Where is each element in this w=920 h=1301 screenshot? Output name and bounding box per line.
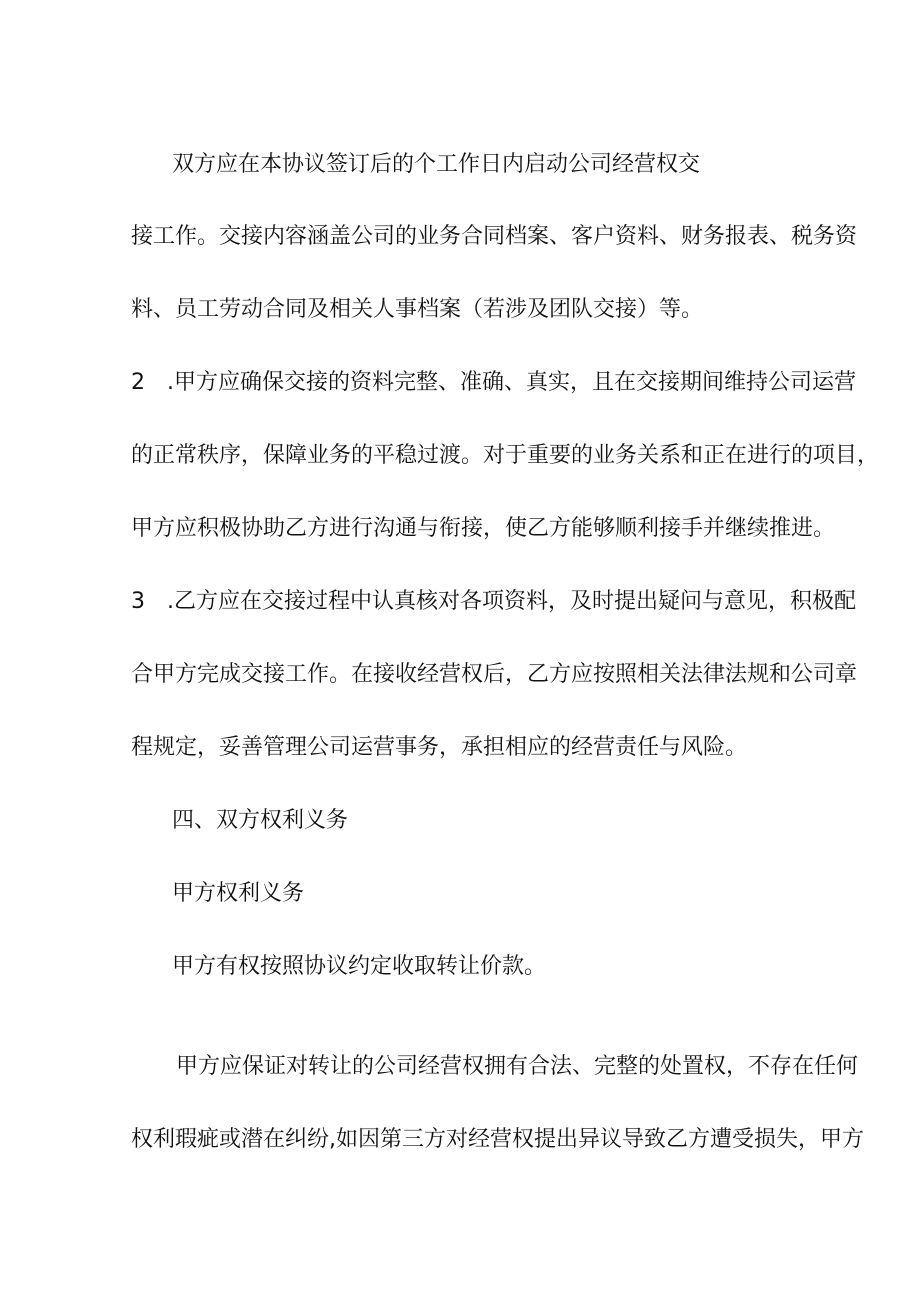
paragraph-line: 甲方有权按照协议约定收取转让价款。 xyxy=(172,954,547,979)
paragraph-line: 程规定，妥善管理公司运营事务，承担相应的经营责任与风险。 xyxy=(131,735,748,760)
section-heading: 四、双方权利义务 xyxy=(172,808,349,833)
numbered-item-line: 3 .乙方应在交接过程中认真核对各项资料，及时提出疑问与意见，积极配 xyxy=(131,589,856,614)
numbered-item-line: 2 .甲方应确保交接的资料完整、准确、真实，且在交接期间维持公司运营 xyxy=(131,370,856,395)
paragraph-line: 权利瑕疵或潜在纠纷,如因第三方对经营权提出异议导致乙方遭受损失，甲方 xyxy=(131,1127,864,1152)
paragraph-line: 料、员工劳动合同及相关人事档案（若涉及团队交接）等。 xyxy=(131,297,704,322)
subsection-heading: 甲方权利义务 xyxy=(172,881,305,906)
paragraph-line: 接工作。交接内容涵盖公司的业务合同档案、客户资料、财务报表、税务资 xyxy=(131,224,858,249)
paragraph-line: 甲方应保证对转让的公司经营权拥有合法、完整的处置权，不存在任何 xyxy=(176,1054,859,1079)
paragraph-line: 双方应在本协议签订后的个工作日内启动公司经营权交 xyxy=(172,152,701,177)
paragraph-line: 甲方应积极协助乙方进行沟通与衔接，使乙方能够顺利接手并继续推进。 xyxy=(131,516,836,541)
paragraph-line: 的正常秩序，保障业务的平稳过渡。对于重要的业务关系和正在进行的项目， xyxy=(131,443,880,468)
paragraph-line: 合甲方完成交接工作。在接收经营权后，乙方应按照相关法律法规和公司章 xyxy=(131,662,858,687)
